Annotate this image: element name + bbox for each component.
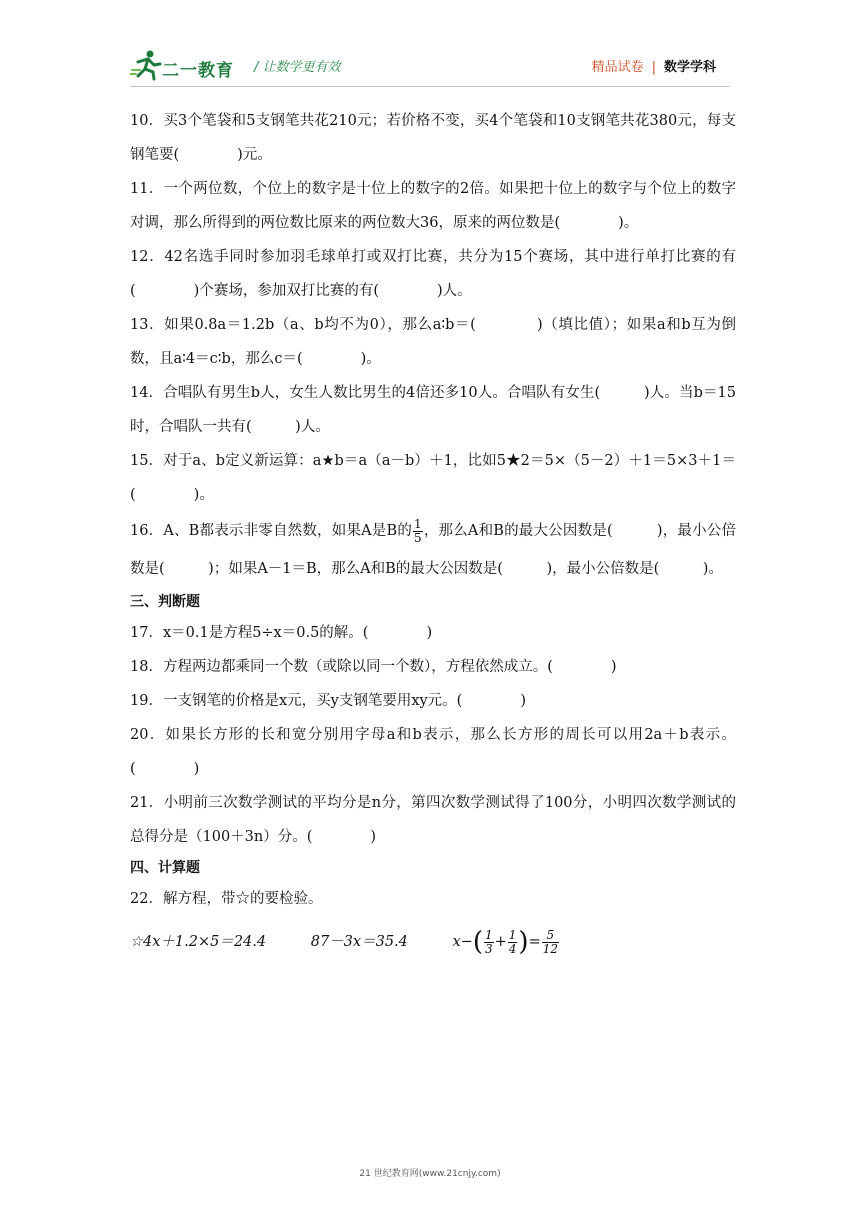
question-21: 21．小明前三次数学测试的平均分是n分，第四次数学测试得了100分，小明四次数学测试的总得分是（100＋3n）分。( )	[130, 795, 736, 845]
fraction-five-twelfths	[542, 929, 559, 956]
question-16	[130, 512, 736, 588]
fraction-numerator: 5	[542, 929, 559, 943]
question-22: 22．解方程，带☆的要检验。	[130, 891, 323, 907]
question-19: 19．一支钢笔的价格是x元，买y支钢笔要用xy元。( )	[130, 693, 527, 709]
equation-2: 87－3x＝35.4	[310, 934, 408, 950]
section-3-title: 三、判断题	[130, 594, 200, 610]
question-16-part-a: 16．A、B都表示非零自然数，如果A是B的	[130, 523, 413, 539]
question-16-part-b: ，那么A和B的最大公因数是( )，最小公倍数是( )；如果A－1＝B，那么A和B的最大公因数是( )，最小公倍数是( )。	[130, 523, 736, 577]
question-15: 15．对于a、b定义新运算：a★b＝a（a－b）＋1，比如5★2＝5×（5－2）＋1＝5×3＋1＝( )。	[130, 453, 736, 503]
runner-icon	[130, 48, 164, 82]
exam-content	[130, 104, 736, 962]
fraction-one-fifth	[413, 518, 423, 545]
paren-open: (	[472, 927, 483, 957]
badge-left: 精品试卷	[591, 60, 644, 75]
page-header	[130, 48, 730, 88]
equations-row	[130, 922, 736, 962]
fraction-denominator: 4	[508, 941, 517, 956]
paren-close: )	[518, 927, 529, 957]
fraction-numerator: 1	[414, 516, 422, 531]
question-12: 12．42名选手同时参加羽毛球单打或双打比赛，共分为15个赛场，其中进行单打比赛的有( )个赛场，参加双打比赛的有( )人。	[130, 249, 736, 299]
eq3-equals: =	[528, 934, 541, 950]
logo-text: 二一教育	[162, 61, 234, 81]
eq3-plus: +	[494, 934, 507, 950]
header-divider	[130, 86, 730, 87]
fraction-denominator: 5	[414, 530, 422, 545]
badge-right: 数学学科	[663, 60, 716, 75]
fraction-one-third	[484, 929, 494, 956]
slogan: / 让数学更有效	[254, 60, 341, 75]
badge-separator: |	[651, 60, 656, 75]
fraction-one-quarter	[508, 929, 518, 956]
fraction-numerator: 1	[508, 927, 517, 942]
section-4-title: 四、计算题	[130, 860, 200, 876]
question-18: 18．方程两边都乘同一个数（或除以同一个数），方程依然成立。( )	[130, 659, 617, 675]
eq3-lhs: x−	[452, 934, 473, 950]
brand-logo	[130, 48, 260, 82]
question-14: 14．合唱队有男生b人，女生人数比男生的4倍还多10人。合唱队有女生( )人。当b＝15时，合唱队一共有( )人。	[130, 385, 736, 435]
question-20: 20．如果长方形的长和宽分别用字母a和b表示，那么长方形的周长可以用2a＋b表示。( )	[130, 727, 736, 777]
question-13: 13．如果0.8a＝1.2b（a、b均不为0），那么a∶b＝( )（填比值）；如果a和b互为倒数，且a∶4＝c∶b，那么c＝( )。	[130, 317, 736, 367]
question-10: 10．买3个笔袋和5支钢笔共花210元；若价格不变，买4个笔袋和10支钢笔共花380元，每支钢笔要( )元。	[130, 113, 736, 163]
equation-3	[452, 922, 560, 962]
equation-1: ☆4x＋1.2×5＝24.4	[130, 934, 267, 950]
fraction-denominator: 3	[484, 941, 493, 956]
page-footer: 21 世纪教育网(www.21cnjy.com)	[359, 1169, 501, 1179]
fraction-denominator: 12	[542, 941, 558, 956]
subject-badge	[592, 56, 716, 75]
fraction-numerator: 1	[484, 927, 493, 942]
question-11: 11．一个两位数，个位上的数字是十位上的数字的2倍。如果把十位上的数字与个位上的数字对调，那么所得到的两位数比原来的两位数大36，原来的两位数是( )。	[130, 181, 736, 231]
question-17: 17．x＝0.1是方程5÷x＝0.5的解。( )	[130, 625, 433, 641]
